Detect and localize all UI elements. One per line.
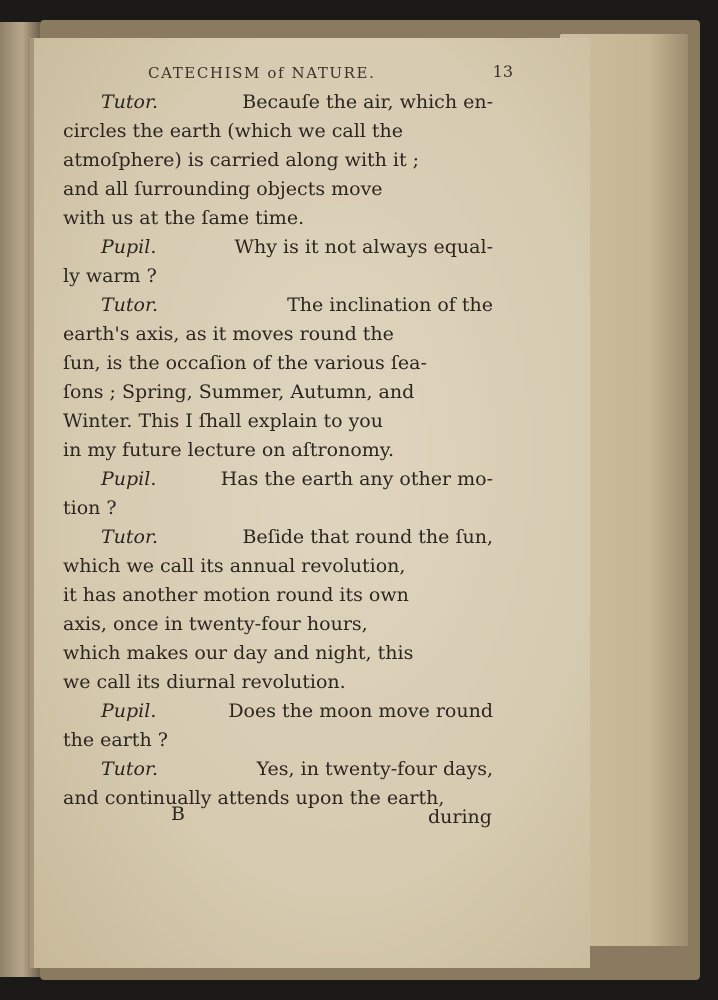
text-line bbox=[63, 639, 493, 667]
text-line bbox=[63, 755, 493, 783]
text-line bbox=[63, 291, 493, 319]
line-text: and all ſurrounding objects move bbox=[63, 178, 383, 200]
text-line bbox=[63, 697, 493, 725]
speaker-label: Tutor. bbox=[101, 758, 159, 780]
line-text: Winter. This I ſhall explain to you bbox=[63, 410, 383, 432]
line-text: which makes our day and night, this bbox=[63, 642, 414, 664]
text-line bbox=[63, 581, 493, 609]
running-head bbox=[148, 60, 513, 86]
text-line bbox=[63, 407, 493, 435]
text-line bbox=[63, 465, 493, 493]
line-text: earth's axis, as it moves round the bbox=[63, 323, 394, 345]
text-line bbox=[63, 262, 493, 290]
speaker-label: Tutor. bbox=[101, 294, 159, 316]
speaker-label: Tutor. bbox=[101, 91, 159, 113]
line-text: we call its diurnal revolution. bbox=[63, 671, 346, 693]
line-text: Why is it not always equal- bbox=[234, 236, 493, 258]
line-text: tion ? bbox=[63, 497, 117, 519]
line-text: circles the earth (which we call the bbox=[63, 120, 404, 142]
text-line bbox=[63, 117, 493, 145]
line-text: ly warm ? bbox=[63, 265, 157, 287]
speaker-label: Pupil. bbox=[101, 468, 157, 490]
line-text: it has another motion round its own bbox=[63, 584, 409, 606]
line-text: which we call its annual revolution, bbox=[63, 555, 406, 577]
catchword: during bbox=[428, 806, 492, 828]
speaker-label: Tutor. bbox=[101, 526, 159, 548]
text-line bbox=[63, 726, 493, 754]
text-line bbox=[63, 175, 493, 203]
text-line bbox=[63, 349, 493, 377]
text-line bbox=[63, 204, 493, 232]
line-text: axis, once in twenty-four hours, bbox=[63, 613, 368, 635]
text-line bbox=[63, 668, 493, 696]
text-line bbox=[63, 552, 493, 580]
page-number: 13 bbox=[492, 62, 513, 81]
line-text: in my future lecture on aſtronomy. bbox=[63, 439, 395, 461]
text-line bbox=[63, 88, 493, 116]
line-text: Beſide that round the ſun, bbox=[242, 526, 493, 548]
line-text: ſons ; Spring, Summer, Autumn, and bbox=[63, 381, 415, 403]
text-line bbox=[63, 233, 493, 261]
line-text: Has the earth any other mo- bbox=[220, 468, 493, 490]
speaker-label: Pupil. bbox=[101, 700, 157, 722]
line-text: The inclination of the bbox=[287, 294, 493, 316]
line-text: Yes, in twenty-four days, bbox=[256, 758, 493, 780]
text-line bbox=[63, 320, 493, 348]
running-head-title: CATECHISM of NATURE. bbox=[148, 64, 376, 82]
line-text: with us at the ſame time. bbox=[63, 207, 305, 229]
line-text: Becauſe the air, which en- bbox=[242, 91, 493, 113]
line-text: atmoſphere) is carried along with it ; bbox=[63, 149, 420, 171]
line-text: the earth ? bbox=[63, 729, 168, 751]
text-line bbox=[63, 523, 493, 551]
line-text: ſun, is the occaſion of the various ſea- bbox=[63, 352, 427, 374]
line-text: and continually attends upon the earth, bbox=[63, 787, 445, 809]
speaker-label: Pupil. bbox=[101, 236, 157, 258]
signature-mark: B bbox=[171, 803, 185, 825]
text-line bbox=[63, 436, 493, 464]
text-line bbox=[63, 146, 493, 174]
text-line bbox=[63, 494, 493, 522]
text-line bbox=[63, 378, 493, 406]
line-text: Does the moon move round bbox=[228, 700, 493, 722]
text-line bbox=[63, 610, 493, 638]
